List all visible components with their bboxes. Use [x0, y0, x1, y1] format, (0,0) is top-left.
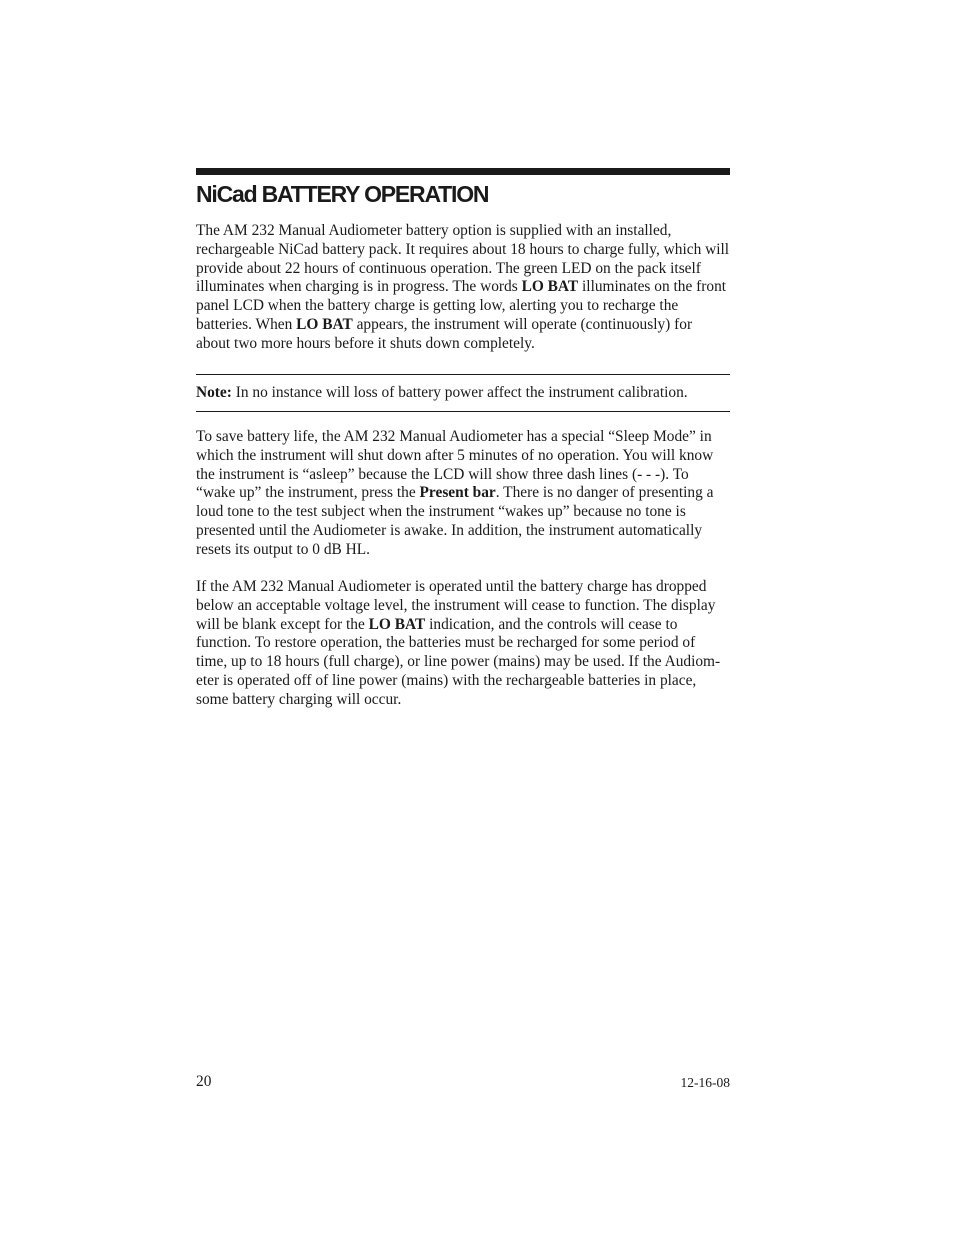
line-text: function. To restore operation, the batteries must be recharged for some period of — [196, 634, 696, 652]
note-label: Note: — [196, 384, 232, 401]
bold-term: Present bar — [419, 484, 496, 502]
line-text: “wake up” the instrument, press the — [196, 484, 420, 502]
text-line — [196, 691, 730, 710]
line-text: illuminates when charging is in progress. The words — [196, 278, 522, 296]
line-text: panel LCD when the battery charge is getting low, alerting you to recharge the — [196, 297, 679, 315]
line-text: To save battery life, the AM 232 Manual Audiometer has a special “Sleep Mode” in — [196, 428, 712, 445]
line-text: which the instrument will shut down after 5 minutes of no operation. You will know — [196, 446, 714, 464]
paragraph-sleep-mode — [196, 428, 730, 560]
bold-term: LO BAT — [368, 615, 426, 633]
text-line — [196, 278, 730, 297]
line-text: illuminates on the front — [578, 278, 727, 296]
note-box — [196, 384, 730, 403]
bold-term: LO BAT — [296, 315, 353, 333]
text-line — [196, 466, 730, 485]
line-text: batteries. When — [196, 315, 297, 333]
paragraph-battery-option — [196, 222, 730, 354]
bold-term: LO BAT — [521, 278, 579, 296]
manual-page — [196, 0, 730, 1235]
line-text: rechargeable NiCad battery pack. It requires about 18 hours to charge fully, which will — [196, 240, 730, 258]
note-text: In no instance will loss of battery power affect the instrument calibration. — [231, 384, 688, 401]
text-line — [196, 260, 730, 279]
text-line — [196, 241, 730, 260]
paragraph-low-voltage — [196, 578, 730, 710]
section-top-rule — [196, 168, 730, 175]
page-number: 20 — [196, 1073, 212, 1090]
line-text: provide about 22 hours of continuous operation. The green LED on the pack itself — [196, 259, 701, 277]
line-text: If the AM 232 Manual Audiometer is operated until the battery charge has dropped — [196, 578, 707, 595]
line-text: The AM 232 Manual Audiometer battery option is supplied with an installed, — [196, 222, 672, 239]
text-line — [196, 447, 730, 466]
text-line — [196, 316, 730, 335]
line-text: time, up to 18 hours (full charge), or line power (mains) may be used. If the Audiom- — [196, 653, 721, 671]
text-line — [196, 597, 730, 616]
line-text: will be blank except for the — [196, 615, 369, 633]
text-line — [196, 653, 730, 672]
line-text: the instrument is “asleep” because the LCD will show three dash lines (- - -). To — [196, 465, 689, 483]
text-line — [196, 578, 730, 597]
text-line — [196, 428, 730, 447]
text-line — [196, 616, 730, 635]
line-text: some battery charging will occur. — [196, 690, 402, 708]
section-heading: NiCad BATTERY OPERATION — [196, 181, 489, 207]
text-line — [196, 222, 730, 241]
line-text: eter is operated off of line power (mains) with the rechargeable batteries in place, — [196, 671, 697, 689]
text-line — [196, 672, 730, 691]
text-line — [196, 541, 730, 560]
text-line — [196, 634, 730, 653]
line-text: appears, the instrument will operate (continuously) for — [352, 315, 693, 333]
line-text: indication, and the controls will cease to — [425, 615, 678, 633]
line-text: about two more hours before it shuts down completely. — [196, 334, 535, 352]
note-bottom-rule — [196, 411, 730, 412]
text-line — [196, 522, 730, 541]
revision-date: 12-16-08 — [680, 1075, 730, 1090]
line-text: resets its output to 0 dB HL. — [196, 540, 370, 558]
text-line — [196, 484, 730, 503]
text-line — [196, 297, 730, 316]
line-text: presented until the Audiometer is awake. In addition, the instrument automatically — [196, 521, 703, 539]
line-text: . There is no danger of presenting a — [495, 484, 714, 502]
text-line — [196, 503, 730, 522]
line-text: below an acceptable voltage level, the instrument will cease to function. The display — [196, 596, 716, 614]
note-top-rule — [196, 374, 730, 375]
line-text: loud tone to the test subject when the instrument “wakes up” because no tone is — [196, 503, 686, 521]
text-line — [196, 335, 730, 354]
